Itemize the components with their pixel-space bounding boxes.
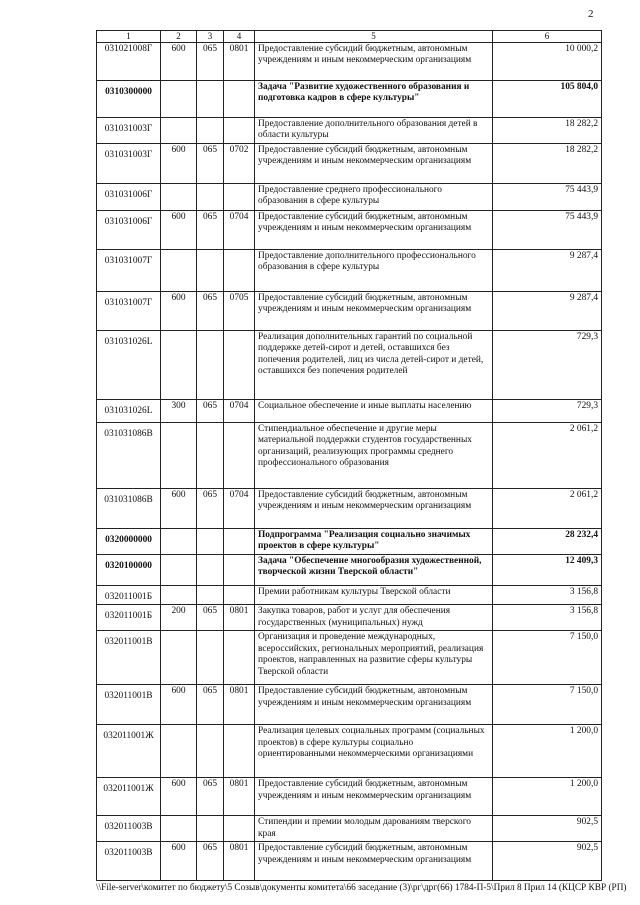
table-row bbox=[97, 143, 602, 183]
row-pr: 0704 bbox=[224, 399, 255, 422]
row-name: Закупка товаров, работ и услуг для обеспечения государственных (муниципальных) нужд bbox=[255, 605, 493, 631]
row-amount: 10 000,2 bbox=[493, 42, 602, 80]
table-header-row bbox=[97, 31, 602, 43]
row-gr bbox=[197, 554, 224, 585]
row-amount: 28 232,4 bbox=[493, 528, 602, 554]
row-rz bbox=[161, 631, 197, 685]
row-name: Предоставление среднего профессионального образования в сфере культуры bbox=[255, 183, 493, 210]
row-pr bbox=[224, 330, 255, 399]
row-rz: 200 bbox=[161, 605, 197, 631]
row-code: 032011001Ж bbox=[97, 725, 161, 778]
row-pr bbox=[224, 528, 255, 554]
row-rz: 600 bbox=[161, 210, 197, 249]
row-code: 031031006Г bbox=[97, 210, 161, 249]
footer-file-path: \\File-server\комитет по бюджету\5 Созыв\документы комитета\66 заседание (3)\рг\дрг(66) 1784-П-5\Прил 8 Прил 14 (КЦСР КВР (РП) bbox=[96, 883, 627, 893]
row-name: Предоставление субсидий бюджетным, автономным учреждениям и иным некоммерческим организациям bbox=[255, 778, 493, 816]
row-rz bbox=[161, 117, 197, 143]
row-name: Предоставление субсидий бюджетным, автономным учреждениям и иным некоммерческим организациям bbox=[255, 685, 493, 725]
row-code: 031031006Г bbox=[97, 183, 161, 210]
row-gr bbox=[197, 585, 224, 604]
row-code: 032011001В bbox=[97, 685, 161, 725]
column-header: 3 bbox=[197, 31, 224, 43]
row-name: Премии работникам культуры Тверской области bbox=[255, 585, 493, 604]
row-code: 031031003Г bbox=[97, 117, 161, 143]
row-rz bbox=[161, 80, 197, 117]
row-name: Предоставление дополнительного профессионального образования в сфере культуры bbox=[255, 249, 493, 291]
table-row bbox=[97, 554, 602, 585]
row-amount: 3 156,8 bbox=[493, 585, 602, 604]
row-amount: 3 156,8 bbox=[493, 605, 602, 631]
row-amount: 75 443,9 bbox=[493, 210, 602, 249]
row-rz: 600 bbox=[161, 143, 197, 183]
row-name: Стипендиальное обеспечение и другие меры материальной поддержки студентов государственных организаций, реализующих программы среднего профессионального образования bbox=[255, 422, 493, 488]
row-gr: 065 bbox=[197, 42, 224, 80]
row-amount: 729,3 bbox=[493, 330, 602, 399]
table-row bbox=[97, 422, 602, 488]
row-pr: 0801 bbox=[224, 685, 255, 725]
row-name: Предоставление субсидий бюджетным, автономным учреждениям и иным некоммерческим организациям bbox=[255, 291, 493, 330]
row-rz bbox=[161, 330, 197, 399]
table-row bbox=[97, 605, 602, 631]
row-code: 0320100000 bbox=[97, 554, 161, 585]
row-amount: 1 200,0 bbox=[493, 725, 602, 778]
row-gr bbox=[197, 80, 224, 117]
row-gr: 065 bbox=[197, 685, 224, 725]
row-rz bbox=[161, 554, 197, 585]
column-header: 6 bbox=[493, 31, 602, 43]
row-name: Предоставление дополнительного образования детей в области культуры bbox=[255, 117, 493, 143]
row-amount: 902,5 bbox=[493, 816, 602, 842]
row-amount: 2 061,2 bbox=[493, 422, 602, 488]
row-name: Предоставление субсидий бюджетным, автономным учреждениям и иным некоммерческим организациям bbox=[255, 210, 493, 249]
budget-table bbox=[96, 30, 602, 881]
row-amount: 9 287,4 bbox=[493, 249, 602, 291]
table-row bbox=[97, 778, 602, 816]
row-rz: 300 bbox=[161, 399, 197, 422]
row-rz bbox=[161, 585, 197, 604]
row-rz bbox=[161, 422, 197, 488]
row-code: 031031086В bbox=[97, 422, 161, 488]
table-row bbox=[97, 725, 602, 778]
row-gr: 065 bbox=[197, 778, 224, 816]
table-row bbox=[97, 488, 602, 528]
row-code: 031031026L bbox=[97, 330, 161, 399]
row-name: Социальное обеспечение и иные выплаты населению bbox=[255, 399, 493, 422]
row-gr bbox=[197, 725, 224, 778]
row-pr bbox=[224, 422, 255, 488]
row-gr: 065 bbox=[197, 399, 224, 422]
row-rz bbox=[161, 249, 197, 291]
row-rz bbox=[161, 816, 197, 842]
row-name: Реализация дополнительных гарантий по социальной поддержке детей-сирот и детей, оставшихся без попечения родителей, лиц из числа детей-сирот и детей, оставшихся без попечения родителей bbox=[255, 330, 493, 399]
row-pr bbox=[224, 631, 255, 685]
row-gr bbox=[197, 330, 224, 399]
row-pr: 0705 bbox=[224, 291, 255, 330]
row-gr: 065 bbox=[197, 605, 224, 631]
row-amount: 2 061,2 bbox=[493, 488, 602, 528]
row-rz: 600 bbox=[161, 778, 197, 816]
row-name: Предоставление субсидий бюджетным, автономным учреждениям и иным некоммерческим организациям bbox=[255, 42, 493, 80]
row-gr bbox=[197, 422, 224, 488]
row-pr bbox=[224, 80, 255, 117]
column-header: 5 bbox=[255, 31, 493, 43]
table-row bbox=[97, 330, 602, 399]
table-row bbox=[97, 842, 602, 881]
column-header: 2 bbox=[161, 31, 197, 43]
row-code: 032011003В bbox=[97, 816, 161, 842]
row-rz: 600 bbox=[161, 42, 197, 80]
table-row bbox=[97, 585, 602, 604]
row-amount: 18 282,2 bbox=[493, 117, 602, 143]
row-code: 032011001В bbox=[97, 631, 161, 685]
row-name: Организация и проведение международных, всероссийских, региональных мероприятий, реализация проектов, направленных на развитие сферы культуры Тверской области bbox=[255, 631, 493, 685]
row-pr bbox=[224, 117, 255, 143]
row-pr bbox=[224, 816, 255, 842]
row-pr: 0801 bbox=[224, 778, 255, 816]
row-gr bbox=[197, 117, 224, 143]
row-gr: 065 bbox=[197, 488, 224, 528]
row-gr bbox=[197, 528, 224, 554]
table-row bbox=[97, 399, 602, 422]
row-gr: 065 bbox=[197, 210, 224, 249]
row-name: Реализация целевых социальных программ (социальных проектов) в сфере культуры социально ориентированными некоммерческими организациями bbox=[255, 725, 493, 778]
row-amount: 7 150,0 bbox=[493, 631, 602, 685]
row-code: 031031007Г bbox=[97, 249, 161, 291]
row-name: Задача "Обеспечение многообразия художественной, творческой жизни Тверской области" bbox=[255, 554, 493, 585]
table-row bbox=[97, 631, 602, 685]
row-pr: 0704 bbox=[224, 210, 255, 249]
row-pr bbox=[224, 585, 255, 604]
row-gr bbox=[197, 631, 224, 685]
table-row bbox=[97, 528, 602, 554]
row-amount: 1 200,0 bbox=[493, 778, 602, 816]
row-gr bbox=[197, 183, 224, 210]
row-pr bbox=[224, 249, 255, 291]
row-code: 031031007Г bbox=[97, 291, 161, 330]
row-pr bbox=[224, 554, 255, 585]
row-amount: 729,3 bbox=[493, 399, 602, 422]
row-amount: 75 443,9 bbox=[493, 183, 602, 210]
row-amount: 7 150,0 bbox=[493, 685, 602, 725]
row-code: 031031003Г bbox=[97, 143, 161, 183]
row-amount: 12 409,3 bbox=[493, 554, 602, 585]
row-name: Предоставление субсидий бюджетным, автономным учреждениям и иным некоммерческим организациям bbox=[255, 143, 493, 183]
table-row bbox=[97, 42, 602, 80]
table-row bbox=[97, 210, 602, 249]
row-amount: 18 282,2 bbox=[493, 143, 602, 183]
row-rz: 600 bbox=[161, 291, 197, 330]
row-gr: 065 bbox=[197, 842, 224, 881]
row-gr: 065 bbox=[197, 291, 224, 330]
row-pr bbox=[224, 725, 255, 778]
table-row bbox=[97, 685, 602, 725]
row-code: 032011001Б bbox=[97, 585, 161, 604]
row-name: Предоставление субсидий бюджетным, автономным учреждениям и иным некоммерческим организациям bbox=[255, 488, 493, 528]
row-name: Предоставление субсидий бюджетным, автономным учреждениям и иным некоммерческим организациям bbox=[255, 842, 493, 881]
row-rz: 600 bbox=[161, 685, 197, 725]
row-amount: 902,5 bbox=[493, 842, 602, 881]
row-code: 031031086В bbox=[97, 488, 161, 528]
row-gr: 065 bbox=[197, 143, 224, 183]
row-name: Стипендии и премии молодым дарованиям тверского края bbox=[255, 816, 493, 842]
table-row bbox=[97, 816, 602, 842]
row-code: 0320000000 bbox=[97, 528, 161, 554]
column-header: 1 bbox=[97, 31, 161, 43]
row-code: 032011001Ж bbox=[97, 778, 161, 816]
row-name: Подпрограмма "Реализация социально значимых проектов в сфере культуры" bbox=[255, 528, 493, 554]
row-code: 032011003В bbox=[97, 842, 161, 881]
table-row bbox=[97, 249, 602, 291]
row-rz bbox=[161, 528, 197, 554]
column-header: 4 bbox=[224, 31, 255, 43]
row-pr: 0801 bbox=[224, 842, 255, 881]
row-pr: 0704 bbox=[224, 488, 255, 528]
row-rz bbox=[161, 183, 197, 210]
row-amount: 105 804,0 bbox=[493, 80, 602, 117]
row-rz: 600 bbox=[161, 842, 197, 881]
table-row bbox=[97, 183, 602, 210]
row-gr bbox=[197, 816, 224, 842]
row-pr: 0801 bbox=[224, 42, 255, 80]
row-pr: 0702 bbox=[224, 143, 255, 183]
table-row bbox=[97, 117, 602, 143]
page-number: 2 bbox=[588, 8, 594, 20]
row-pr bbox=[224, 183, 255, 210]
table-row bbox=[97, 291, 602, 330]
row-code: 032011001Б bbox=[97, 605, 161, 631]
row-gr bbox=[197, 249, 224, 291]
row-name: Задача "Развитие художественного образования и подготовка кадров в сфере культуры" bbox=[255, 80, 493, 117]
row-pr: 0801 bbox=[224, 605, 255, 631]
row-rz bbox=[161, 725, 197, 778]
row-code: 031031026L bbox=[97, 399, 161, 422]
row-code: 031021008Г bbox=[97, 42, 161, 80]
row-amount: 9 287,4 bbox=[493, 291, 602, 330]
table-row bbox=[97, 80, 602, 117]
row-code: 0310300000 bbox=[97, 80, 161, 117]
row-rz: 600 bbox=[161, 488, 197, 528]
